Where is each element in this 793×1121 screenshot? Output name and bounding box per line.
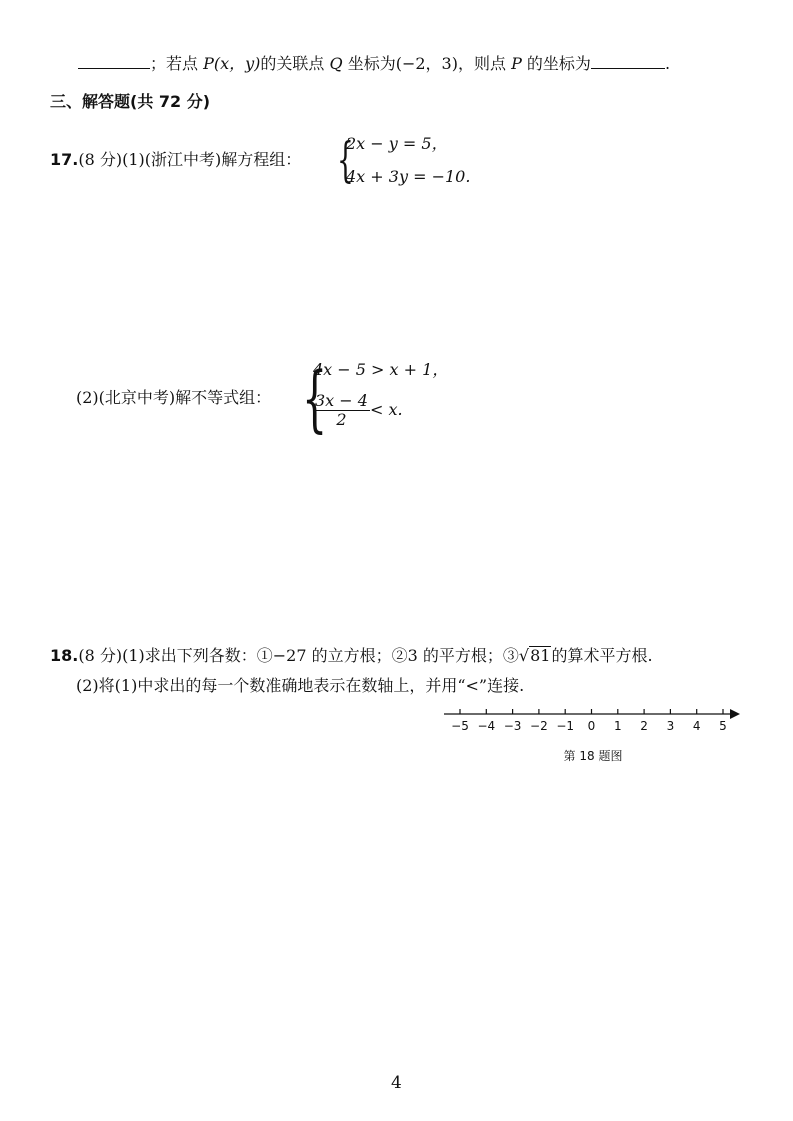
number-line-tick-label: −3 — [503, 719, 522, 733]
number-line-ticks — [451, 709, 727, 733]
q18-number: 18. — [50, 646, 79, 665]
sqrt-sign: √ — [518, 646, 530, 665]
q18-line-1 — [50, 646, 653, 666]
q16-end: . — [664, 54, 671, 73]
number-line-figure — [440, 700, 750, 780]
q17-brace: { — [337, 132, 354, 188]
q18-line1-prefix: (8 分)(1)求出下列各数：①−27 的立方根；②3 的平方根；③ — [78, 646, 519, 665]
number-line-tick-label: −2 — [530, 719, 548, 733]
number-line-tick-label: 5 — [719, 719, 727, 733]
number-line-tick-label: 1 — [613, 719, 622, 733]
q17-fraction-denominator: 2 — [336, 410, 347, 429]
number-line-tick-label: −5 — [451, 719, 469, 733]
number-line-caption: 第 18 题图 — [563, 749, 623, 763]
section-title: 三、解答题(共 72 分) — [50, 92, 211, 111]
q17-fraction — [313, 392, 370, 429]
q18-line1-suffix: 的算术平方根. — [551, 646, 653, 665]
number-line-tick-label: 0 — [587, 719, 596, 733]
q17-part2-prefix: (2)(北京中考)解不等式组： — [76, 388, 272, 407]
q16-text-b: 的关联点 — [260, 54, 330, 73]
number-line-tick-label: −4 — [477, 719, 496, 733]
q16-tail-line — [78, 54, 670, 74]
q17-equation-2: 4x + 3y = −10. — [346, 167, 471, 186]
q18-line-2: (2)将(1)中求出的每一个数准确地表示在数轴上，并用“<”连接. — [76, 676, 525, 695]
number-line-tick-label: 2 — [640, 719, 648, 733]
q17-inequality-2-tail: < x. — [369, 400, 403, 419]
q16-text-d: 的坐标为 — [521, 54, 591, 73]
number-line-arrow-icon — [730, 709, 740, 719]
q17-number: 17. — [50, 150, 79, 169]
q17-prefix: (8 分)(1)(浙江中考)解方程组： — [78, 150, 302, 169]
q16-letter-p: P — [511, 54, 522, 73]
number-line-tick-label: −1 — [556, 719, 575, 733]
q17-fraction-numerator: 3x − 4 — [315, 391, 368, 410]
number-line-tick-label: 4 — [692, 719, 701, 733]
q17-inequality-1: 4x − 5 > x + 1， — [313, 360, 449, 379]
q16-text-a: ；若点 — [150, 54, 204, 73]
q18-radicand: 81 — [530, 646, 551, 665]
q17-equation-1: 2x − y = 5， — [346, 134, 448, 153]
q16-point-p: P(x，y) — [203, 54, 261, 73]
q17-part2-brace: { — [302, 356, 328, 440]
answer-blank-1[interactable] — [78, 68, 150, 69]
q17-header — [50, 150, 301, 170]
number-line-tick-label: 3 — [666, 719, 675, 733]
q16-text-c: 坐标为(−2，3)，则点 — [342, 54, 512, 73]
page-number: 4 — [391, 1073, 402, 1093]
q16-point-q: Q — [329, 54, 343, 73]
q17-inequality-2 — [313, 392, 403, 429]
answer-blank-2[interactable] — [591, 68, 665, 69]
